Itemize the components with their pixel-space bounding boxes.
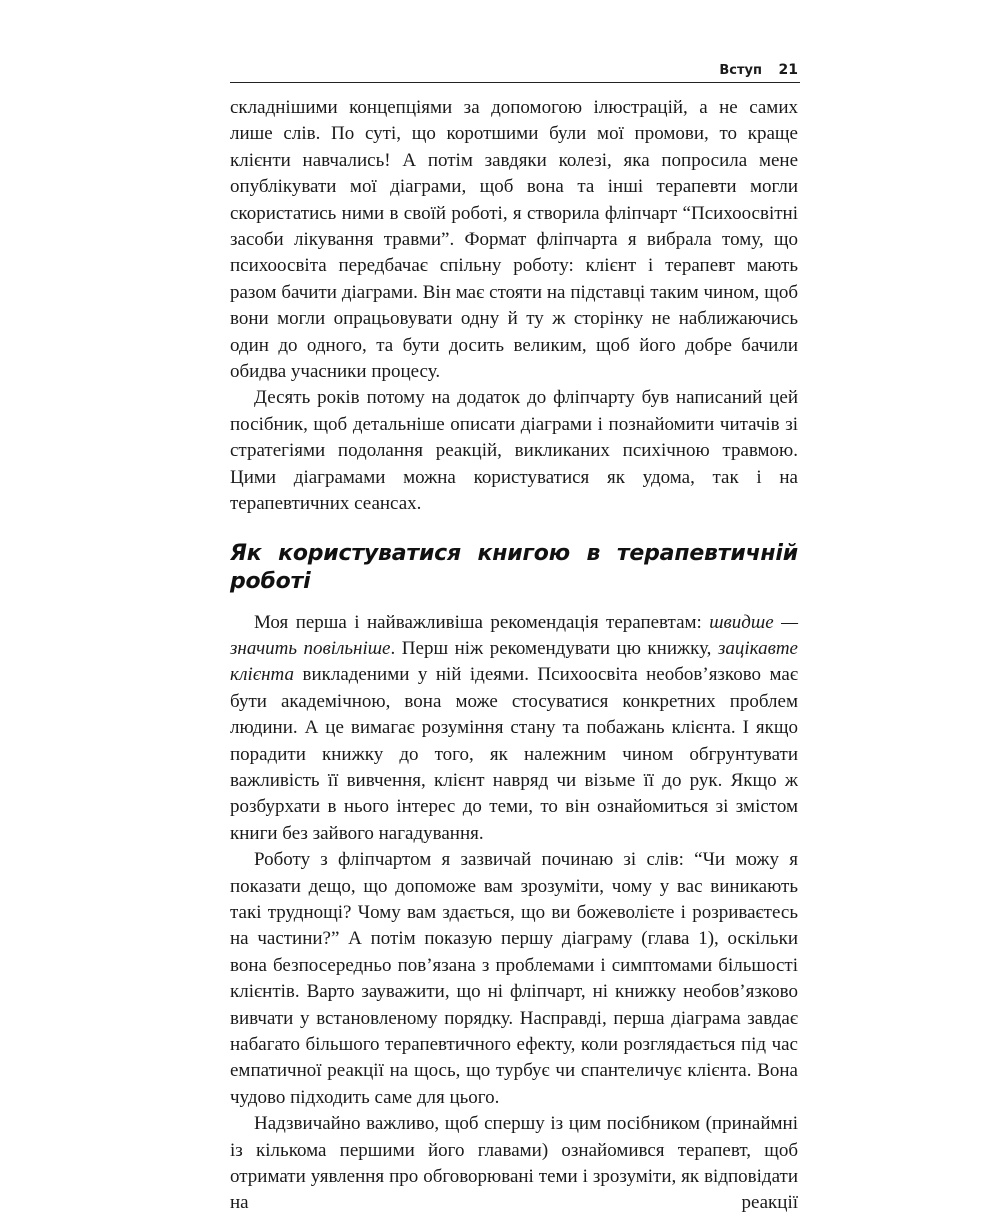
p3-emphasis-1: швидше — значить повільніше <box>230 611 798 659</box>
paragraph-5: Надзвичайно важливо, щоб спершу із цим посібником (принаймні із кількома першими його главами) ознайомився терапевт, щоб отримати уявлення про обговорювані теми і зрозуміти, як відповідати на реакції <box>230 1113 798 1214</box>
header-rule <box>230 82 800 83</box>
page-number: 21 <box>778 62 798 78</box>
p3-emphasis-2: зацікавте клієнта <box>230 637 798 686</box>
paragraph-4: Роботу з фліпчартом я зазвичай починаю зі слів: “Чи можу я показати дещо, що допоможе вам зрозуміти, чому у вас виникають такі труднощі? Чому вам здається, що ви божеволієте і розриваєтесь на частини?” А потім показую першу діаграму (глава 1), оскільки вона безпосередньо пов’язана з проблемами і симптомами більшості клієнтів. Варто зауважити, що ні фліпчарт, ні книжку необов’язково вивчати у встановленому порядку. Насправді, перша діаграма завдає набагато більшого терапевтичного ефекту, коли розглядається під час емпатичної реакції на щось, що турбує чи спантеличує клієнта. Вона чудово підходить саме для цього. <box>230 849 798 1108</box>
header-section-title: Вступ <box>719 63 762 78</box>
section-heading: Як користуватися книгою в терапевтичній роботі <box>230 540 798 594</box>
paragraph-2: Десять років потому на додаток до фліпчарту був написаний цей посібник, щоб детальніше описати діаграми і познайомити читачів зі стратегіями подолання реакцій, викликаних психічною травмою. Цими діаграмами можна користуватися як удома, так і на терапевтичних сеансах. <box>230 387 798 515</box>
p3-text-1: Моя перша і найважливіша рекомендація терапевтам: <box>254 611 710 633</box>
paragraph-1: складнішими концепціями за допомогою ілюстрацій, а не самих лише слів. По суті, що коротшими були мої промови, то краще клієнти навчались! А потім завдяки колезі, яка попросила мене опублікувати мої діаграми, щоб вона та інші терапевти могли скористатись ними в своїй роботі, я створила фліпчарт “Психоосвітні засоби лікування травми”. Формат фліпчарта я вибрала тому, що психоосвіта передбачає спільну роботу: клієнт і терапевт мають разом бачити діаграми. Він має стояти на підставці таким чином, щоб вони могли опрацьовувати одну й ту ж сторінку не наближаючись один до одного, та бути досить великим, щоб його добре бачили обидва учасники процесу. <box>230 97 798 383</box>
body-text <box>230 95 798 1217</box>
p3-text-3: викладеними у ній ідеями. Психоосвіта необов’язково має бути академічною, вона може стосуватися конкретних проблем людини. А це вимагає розуміння стану та побажань клієнта. І якщо порадити книжку до того, як належним чином обгрунтувати важливість її вивчення, клієнт навряд чи візьме її до рук. Якщо ж розбурхати в нього інтерес до теми, то він ознайомиться зі змістом книги без зайвого нагадування. <box>230 664 798 844</box>
running-header <box>230 62 800 84</box>
paragraph-3 <box>230 610 798 848</box>
p3-text-2: . Перш ніж рекомендувати цю книжку, <box>390 637 718 659</box>
